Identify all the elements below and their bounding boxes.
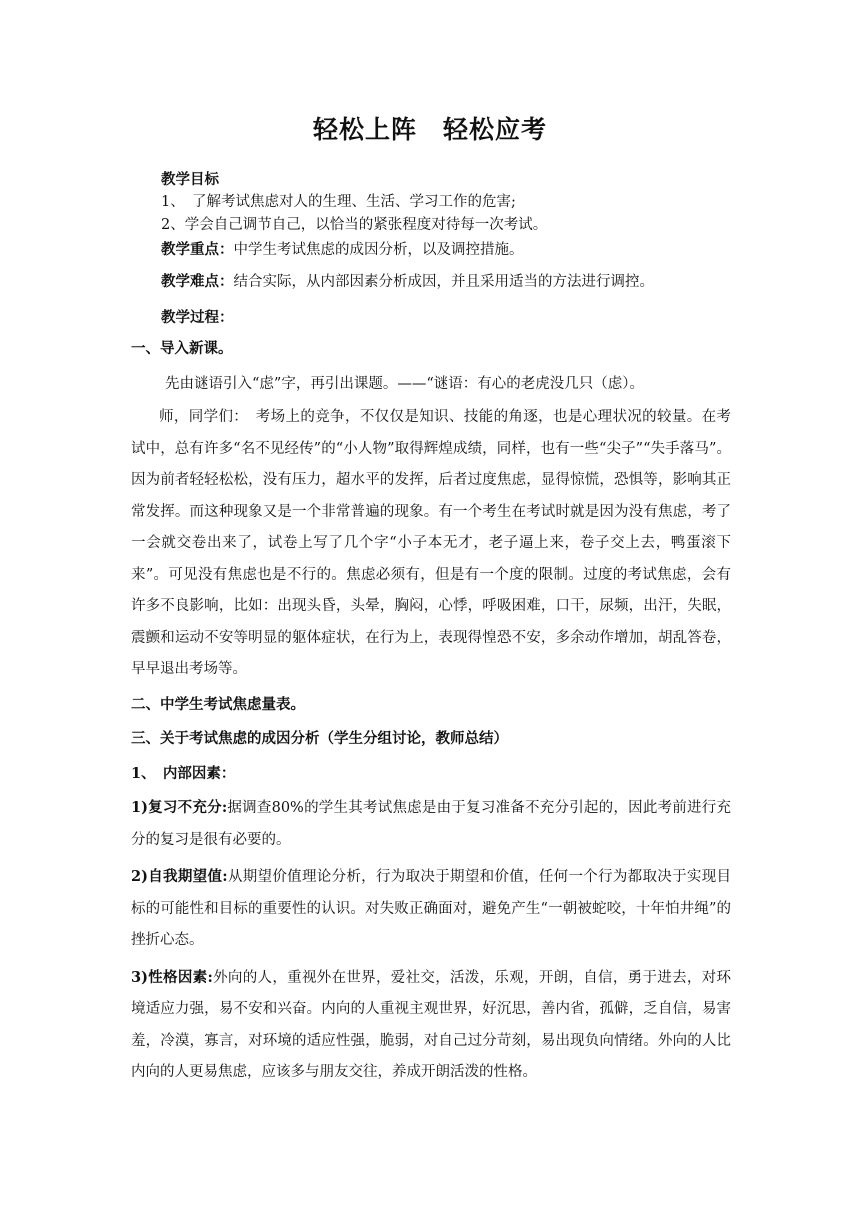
factor-item bbox=[131, 861, 731, 957]
factor-label: 2)自我期望值: bbox=[131, 868, 228, 885]
factor-text: 从期望价值理论分析，行为取决于期望和价值，任何一个行为都取决于实现目标的可能性和目标的重要性的认识。对失败正确面对，避免产生“一朝被蛇咬，十年怕井绳”的挫折心态。 bbox=[131, 869, 731, 948]
key-point bbox=[131, 238, 731, 262]
objectives-heading: 教学目标 bbox=[161, 171, 219, 188]
document-title: 轻松上阵 轻松应考 bbox=[312, 115, 547, 144]
factor-label: 3)性格因素: bbox=[131, 968, 213, 986]
document-body bbox=[131, 168, 731, 1089]
section-1-heading: 一、导入新课。 bbox=[131, 340, 233, 357]
factor-text: 外向的人，重视外在世界，爱社交，活泼，乐观，开朗，自信，勇于进去，对环境适应力强，易不安和兴奋。内向的人重视主观世界，好沉思，善内省，孤僻，乏自信，易害羞，冷漠，寡言，对环境的适应性强，脆弱，对自己过分苛刻，易出现负向情绪。外向的人比内向的人更易焦虑，应该多与朋友交往，养成开朗活泼的性格。 bbox=[131, 969, 731, 1080]
factor-label: 1)复习不充分: bbox=[131, 799, 228, 816]
difficulty bbox=[131, 266, 731, 298]
factor-text: 据调查80%的学生其考试焦虑是由于复习准备不充分引起的，因此考前进行充分的复习是很有必要的。 bbox=[131, 800, 731, 848]
section-2-heading: 二、中学生考试焦虑量表。 bbox=[131, 695, 305, 713]
section-3-heading: 三、关于考试焦虑的成因分析（学生分组讨论，教师总结） bbox=[131, 730, 508, 747]
key-point-text: 中学生考试焦虑的成因分析，以及调控措施。 bbox=[233, 242, 524, 258]
factor-item bbox=[131, 962, 731, 1089]
section-1-paragraph: 师，同学们： 考场上的竞争，不仅仅是知识、技能的角逐，也是心理状况的较量。在考试中，总有许多“名不见经传”的“小人物”取得辉煌成绩，同样，也有一些“尖子”“失手落马”。因为前者轻轻松松，没有压力，超水平的发挥，后者过度焦虑，显得惊慌，恐惧等，影响其正常发挥。而这种现象又是一个非常普遍的现象。有一个考生在考试时就是因为没有焦虑，考了一会就交卷出来了，试卷上写了几个字“小子本无才，老子逼上来，卷子交上去，鸭蛋滚下来”。可见没有焦虑也是不行的。焦虑必须有，但是有一个度的限制。过度的考试焦虑，会有许多不良影响，比如：出现头昏，头晕，胸闷，心悸，呼吸困难，口干，尿频，出汗，失眠，震颤和运动不安等明显的躯体症状，在行为上，表现得惶恐不安，多余动作增加，胡乱答卷，早早退出考场等。 bbox=[131, 409, 731, 677]
difficulty-text: 结合实际，从内部因素分析成因，并且采用适当的方法进行调控。 bbox=[233, 274, 654, 290]
process-heading: 教学过程： bbox=[161, 309, 234, 326]
objective-item-2: 2、学会自己调节自己，以恰当的紧张程度对待每一次考试。 bbox=[161, 217, 548, 233]
section-3-subheading: 1、 内部因素： bbox=[131, 764, 236, 782]
objective-item-1: 1、 了解考试焦虑对人的生理、生活、学习工作的危害; bbox=[161, 194, 516, 210]
key-point-label: 教学重点： bbox=[161, 241, 234, 258]
section-1-intro: 先由谜语引入“虑”字，再引出课题。——“谜语：有心的老虎没几只（虑）。 bbox=[165, 375, 644, 392]
difficulty-label: 教学难点： bbox=[161, 273, 234, 290]
factor-item bbox=[131, 792, 731, 856]
